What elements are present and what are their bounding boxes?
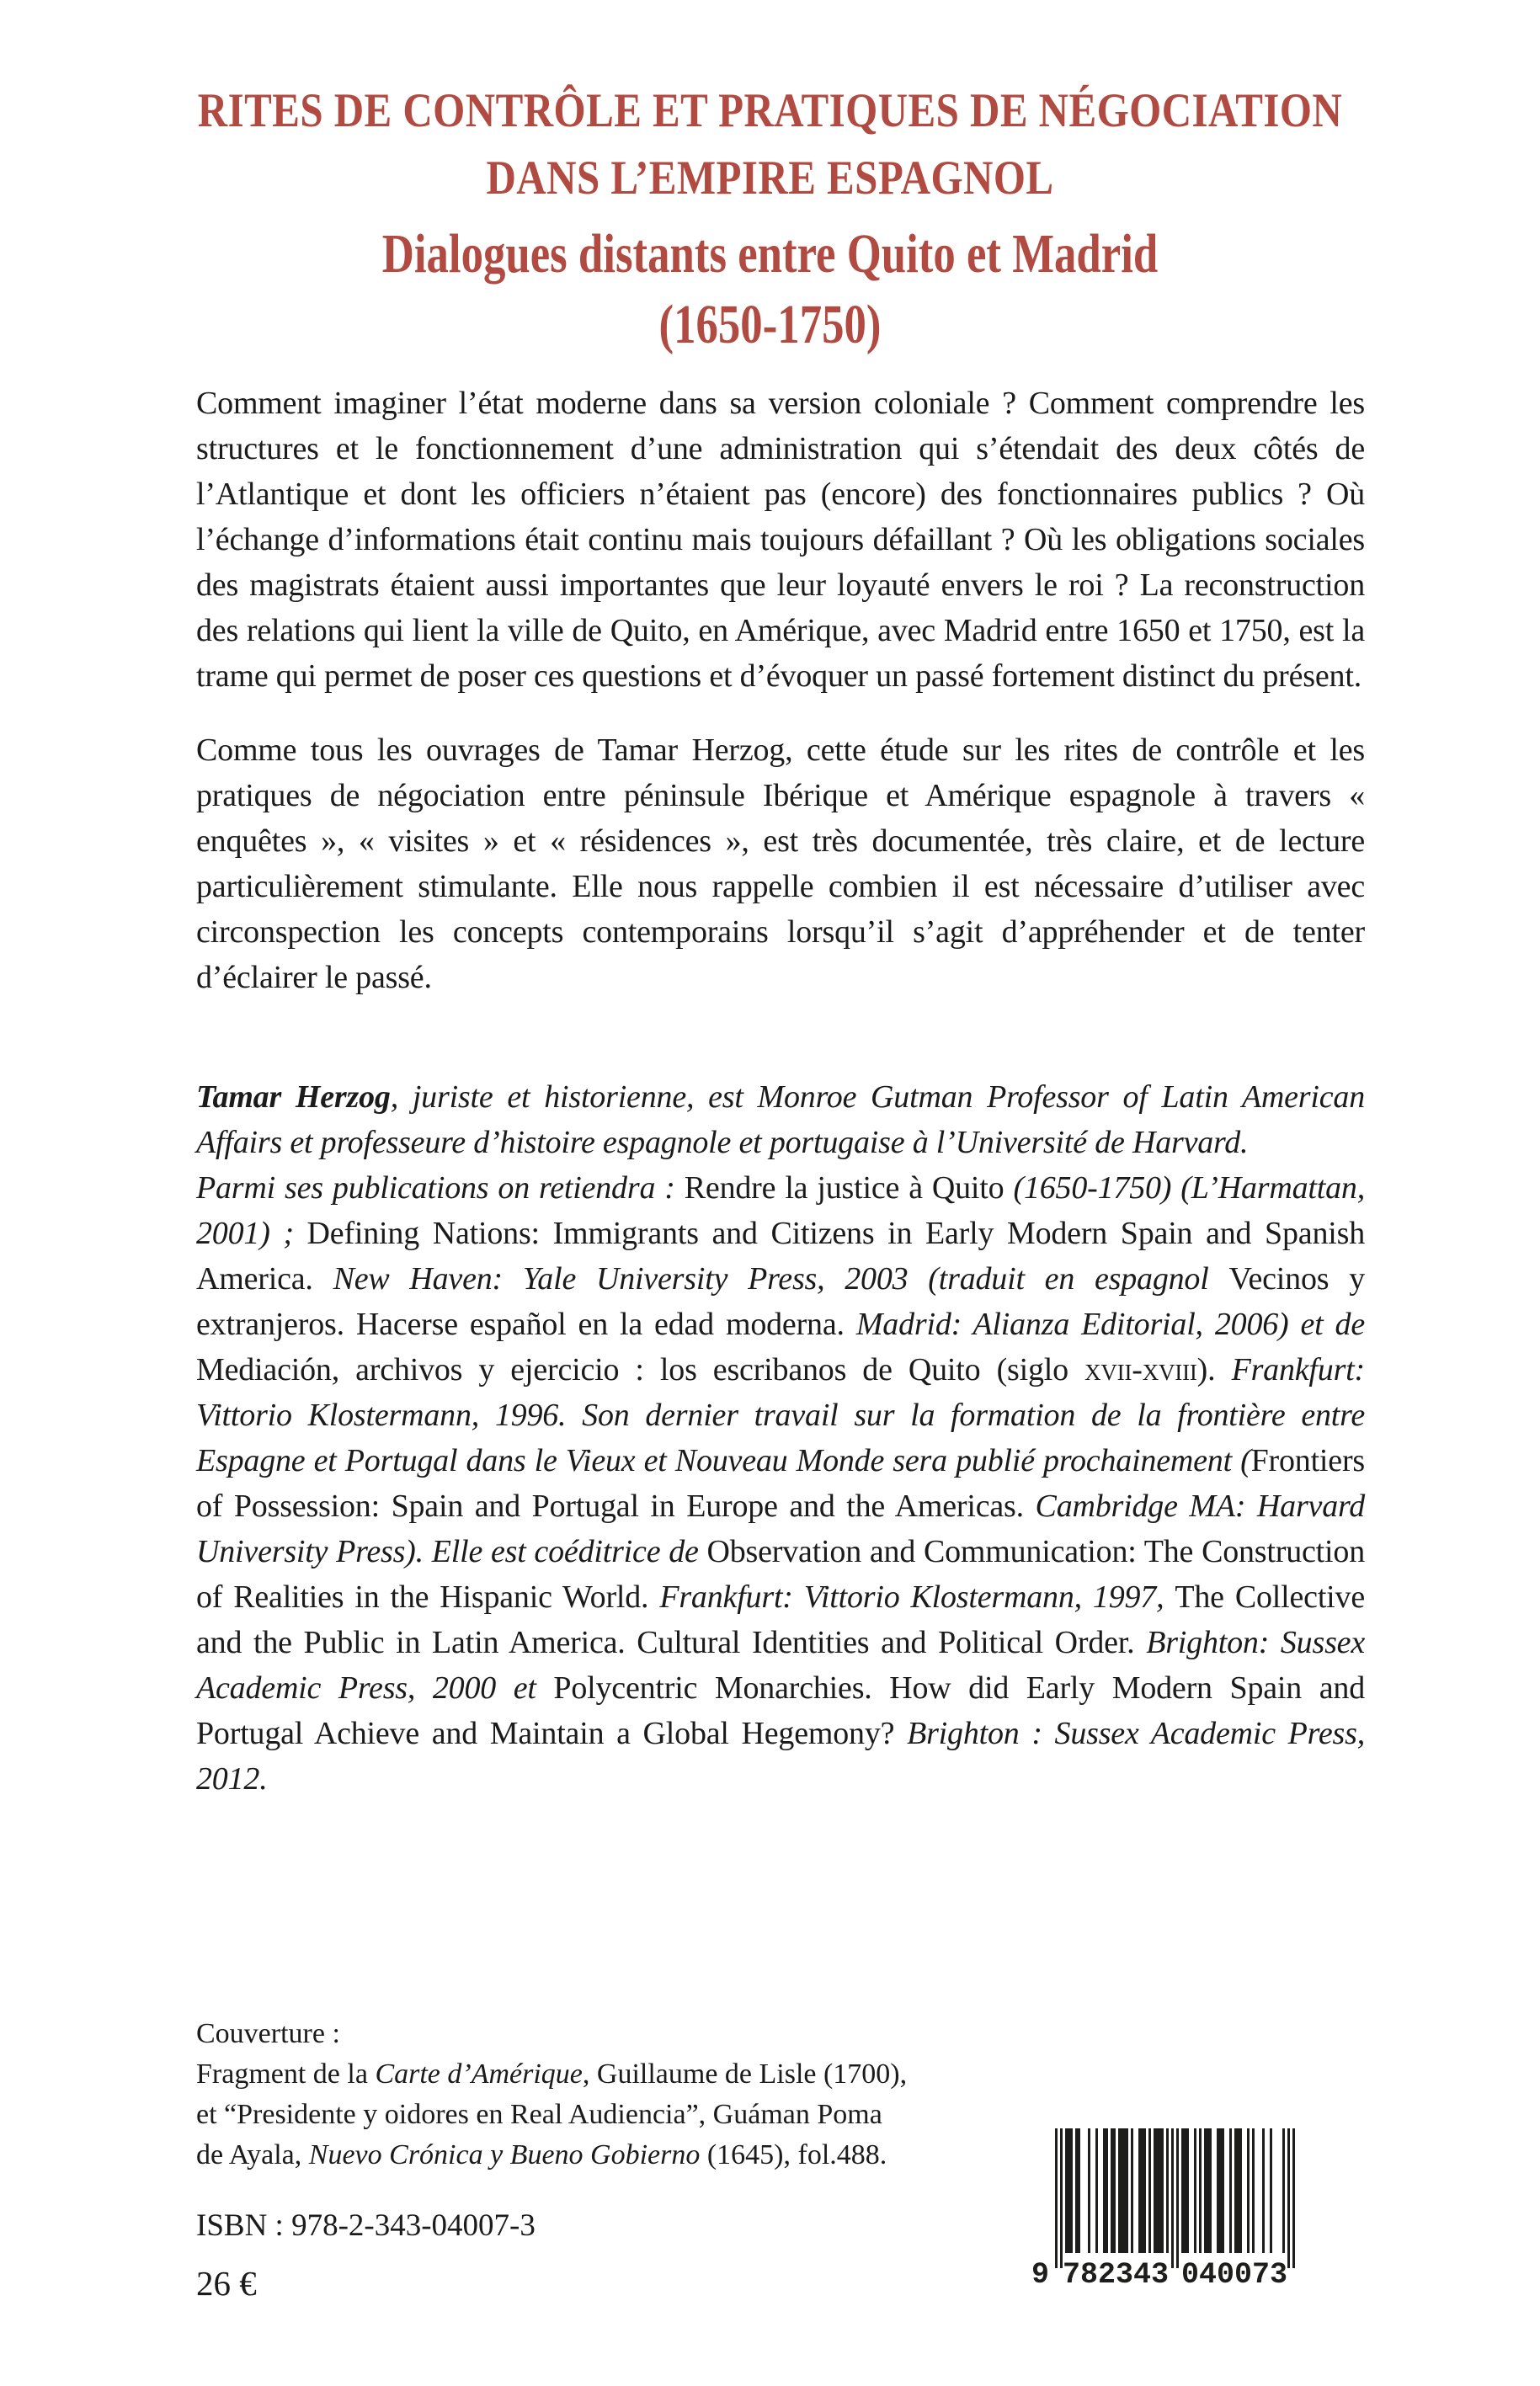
cover-credit <box>196 2014 907 2176</box>
cover-credit-line: Couverture : <box>196 2018 340 2049</box>
author-note <box>196 1074 1365 1802</box>
title-line-2: DANS L’EMPIRE ESPAGNOL <box>486 152 1054 205</box>
title-line-1: RITES DE CONTRÔLE ET PRATIQUES DE NÉGOCIATION <box>197 84 1343 137</box>
isbn-line: ISBN : 978-2-343-04007-3 <box>196 2208 536 2243</box>
price: 26 € <box>196 2264 257 2303</box>
author-publications: Parmi ses publications on retiendra : Rendre la justice à Quito (1650-1750) (L’Harmattan, 2001) ; Defining Nations: Immigrants and Citizens in Early Modern Spain and Spanish America. New Haven: Yale University Press, 2003 (traduit en espagnol Vecinos y extranjeros. Hacerse español en la edad moderna. Madrid: Alianza Editorial, 2006) et de Mediación, archivos y ejercicio : los escribanos de Quito (siglo xvii-xviii). Frankfurt: Vittorio Klostermann, 1996. Son dernier travail sur la formation de la frontière entre Espagne et Portugal dans le Vieux et Nouveau Monde sera publié prochainement (Frontiers of Possession: Spain and Portugal in Europe and the Americas. Cambridge MA: Harvard University Press). Elle est coéditrice de Observation and Communication: The Construction of Realities in the Hispanic World. Frankfurt: Vittorio Klostermann, 1997, The Collective and the Public in Latin America. Cultural Identities and Political Order. Brighton: Sussex Academic Press, 2000 et Polycentric Monarchies. How did Early Modern Spain and Portugal Achieve and Maintain a Global Hegemony? Brighton : Sussex Academic Press, 2012. <box>196 1170 1365 1797</box>
back-cover-text <box>196 381 1365 1802</box>
barcode-digit-group-1: 782343 <box>1063 2258 1170 2292</box>
barcode-bars <box>1055 2128 1308 2268</box>
subtitle-years: (1650-1750) <box>658 294 882 355</box>
cover-credit-line: Fragment de la Carte d’Amérique, Guillaume de Lisle (1700), <box>196 2058 908 2090</box>
cover-credit-line: de Ayala, Nuevo Crónica y Bueno Gobierno (1645), fol.488. <box>196 2139 887 2170</box>
subtitle-line: Dialogues distants entre Quito et Madrid <box>381 223 1159 285</box>
barcode-digit-leading: 9 <box>1031 2258 1050 2292</box>
barcode-digit-group-2: 040073 <box>1181 2258 1288 2292</box>
synopsis-paragraph-2: Comme tous les ouvrages de Tamar Herzog, cette étude sur les rites de contrôle et les pratiques de négociation entre péninsule Ibérique et Amérique espagnole à travers « enquêtes », « visites » et « résidences », est très documentée, très claire, et de lecture particulièrement stimulante. Elle nous rappelle combien il est nécessaire d’utiliser avec circonspection les concepts contemporains lorsqu’il s’agit d’appréhender et de tenter d’éclairer le passé. <box>196 732 1365 995</box>
barcode <box>1031 2128 1308 2293</box>
author-bio: Tamar Herzog, juriste et historienne, est Monroe Gutman Professor of Latin American Affairs et professeure d’histoire espagnole et portugaise à l’Université de Harvard. <box>196 1079 1366 1160</box>
cover-credit-line: et “Presidente y oidores en Real Audiencia”, Guáman Poma <box>196 2099 882 2130</box>
synopsis-paragraph-1: Comment imaginer l’état moderne dans sa version coloniale ? Comment comprendre les structures et le fonctionnement d’une administration qui s’étendait des deux côtés de l’Atlantique et dont les officiers n’étaient pas (encore) des fonctionnaires publics ? Où l’échange d’informations était continu mais toujours défaillant ? Où les obligations sociales des magistrats étaient aussi importantes que leur loyauté envers le roi ? La reconstruction des relations qui lient la ville de Quito, en Amérique, avec Madrid entre 1650 et 1750, est la trame qui permet de poser ces questions et d’évoquer un passé fortement distinct du présent. <box>196 386 1365 694</box>
barcode-digits <box>1031 2258 1308 2293</box>
title-block <box>0 0 1540 360</box>
